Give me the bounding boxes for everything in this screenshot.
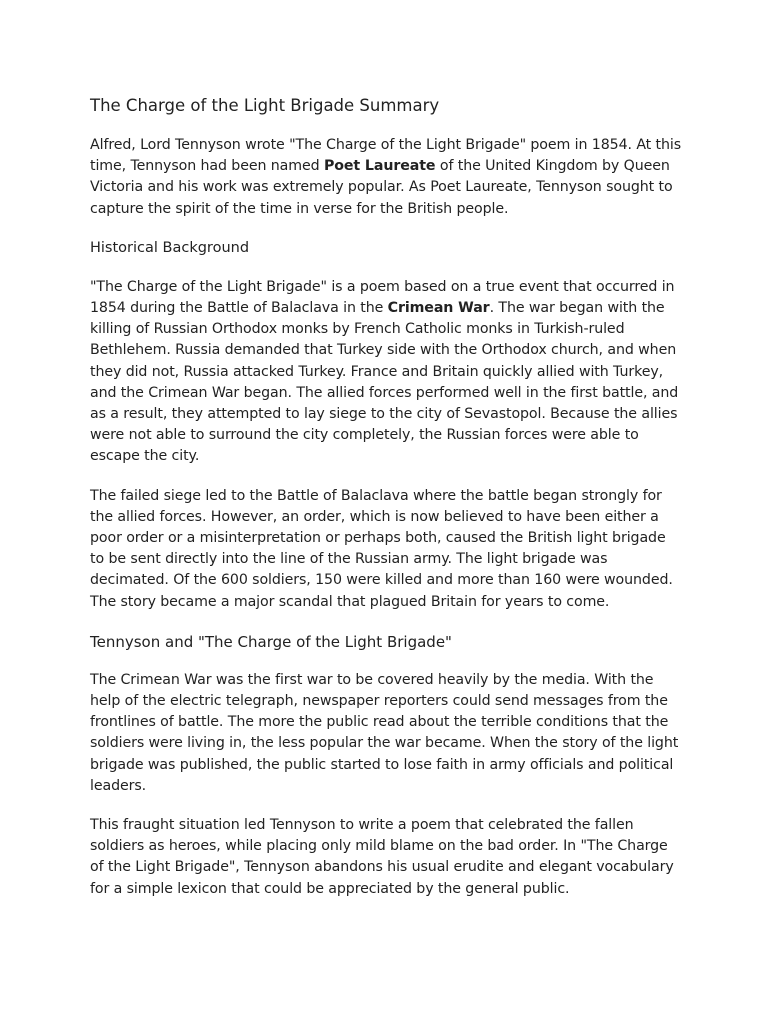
siege-paragraph: The failed siege led to the Battle of Balaclava where the battle began strongly for the allied forces. However, an order, which is now believed to have been either a poor order or a misinterpretation or perhaps both, caused the British light brigade to be sent directly into the line of the Russian army. The light brigade was decimated. Of the 600 soldiers, 150 were killed and more than 160 were wounded. The story became a major scandal that plagued Britain for years to come. [90, 487, 673, 610]
document-page [90, 94, 682, 918]
history-text-b: . The war began with the killing of Russian Orthodox monks by French Catholic monks in Turkish-ruled Bethlehem. Russia demanded that Turkey side with the Orthodox church, and when they did not, Russia attacked Turkey. France and Britain quickly allied with Turkey, and the Crimean War began. The allied forces performed well in the first battle, and as a result, they attempted to lay siege to the city of Sevastopol. Because the allies were not able to surround the city completely, the Russian forces were able to escape the city. [90, 300, 679, 465]
tennyson-section-heading: Tennyson and "The Charge of the Light Brigade" [90, 632, 452, 651]
crimean-war-term: Crimean War [387, 300, 490, 317]
intro-text-a: Alfred, Lord Tennyson wrote "The Charge of the Light Brigade" poem in 1854. At this time, Tennyson had been named [90, 137, 682, 175]
poet-laureate-term: Poet Laureate [323, 158, 436, 175]
intro-paragraph [90, 135, 682, 220]
poem-paragraph: This fraught situation led Tennyson to write a poem that celebrated the fallen soldiers as heroes, while placing only mild blame on the bad order. In "The Charge of the Light Brigade", Tennyson abandons his usual erudite and elegant vocabulary for a simple lexicon that could be appreciated by the general public. [90, 817, 674, 897]
historical-background-heading: Historical Background [90, 239, 250, 256]
history-paragraph [90, 277, 682, 468]
media-paragraph: The Crimean War was the first war to be covered heavily by the media. With the help of the electric telegraph, newspaper reporters could send messages from the frontlines of battle. The more the public read about the terrible conditions that the soldiers were living in, the less popular the war became. When the story of the light brigade was published, the public started to lose faith in army officials and political leaders. [90, 671, 679, 794]
intro-text-b: of the United Kingdom by Queen Victoria and his work was extremely popular. As Poet Laureate, Tennyson sought to capture the spirit of the time in verse for the British people. [90, 158, 673, 217]
document-title: The Charge of the Light Brigade Summary [90, 96, 440, 115]
history-text-a: "The Charge of the Light Brigade" is a poem based on a true event that occurred in 1854 during the Battle of Balaclava in the [90, 278, 675, 317]
